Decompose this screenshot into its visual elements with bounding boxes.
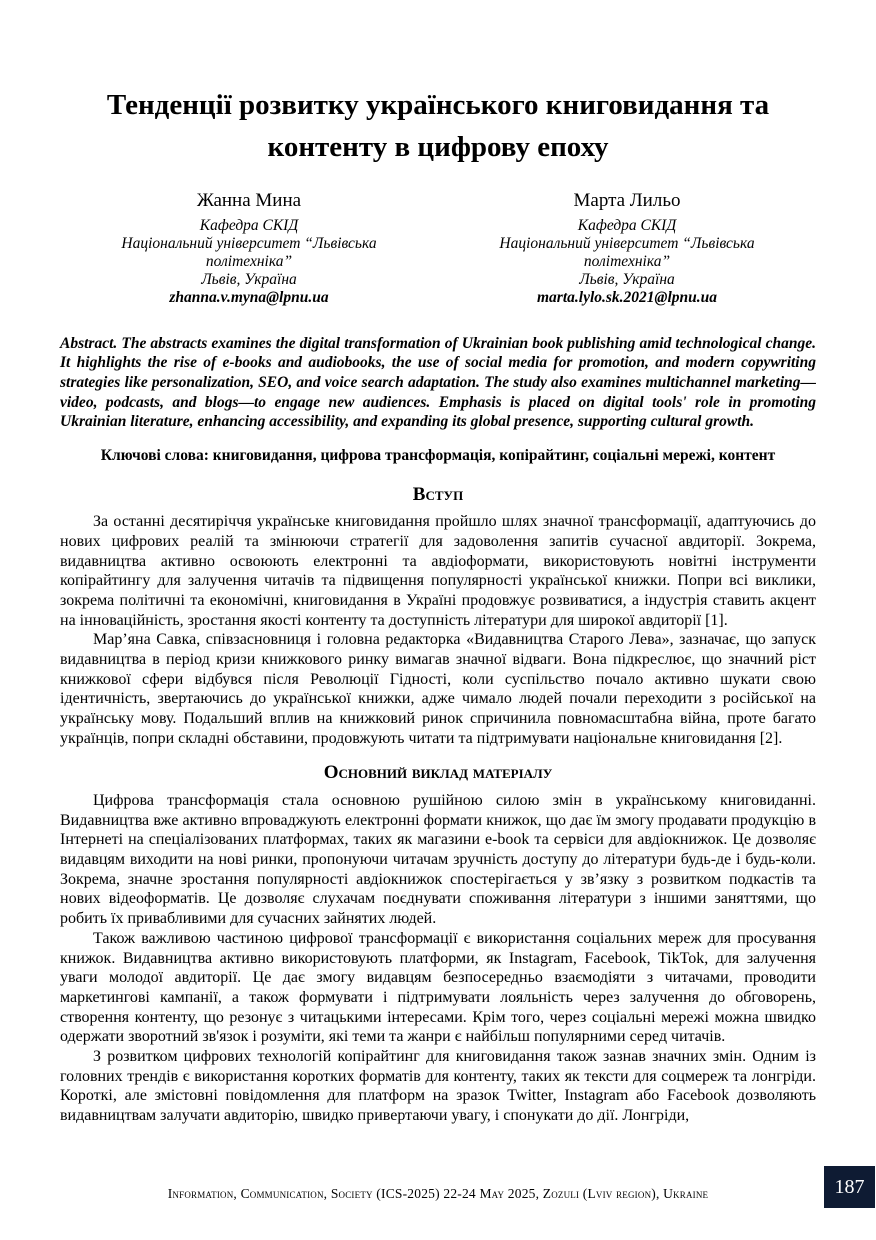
footer-conference-line: Information, Communication, Society (ICS-2025) 22-24 May 2025, Zozuli (Lviv region), Ukraine bbox=[167, 1186, 709, 1201]
author-block-2 bbox=[438, 190, 816, 307]
content-column bbox=[60, 0, 816, 1126]
paragraph: Мар’яна Савка, співзасновниця і головна редакторка «Видавництва Старого Лева», зазначає, що запуск видавництва в період кризи книжкового ринку вимагав значної відваги. Вона підкреслює, що значний ріст книжкової сфери відбувся після Революції Гідності, коли суспільство почало активно шукати свою ідентичність, звертаючись до української книжки, адже чимало людей почали переходити з російської на українську мову. Подальший вплив на книжковий ринок спричинила повномасштабна війна, проте багато українців, попри складні обставини, продовжують читати та підтримувати національне книговидання [2]. bbox=[60, 631, 816, 747]
author-department: Кафедра СКІД bbox=[199, 216, 299, 234]
author-university: Національний університет “Львівська політехніка” bbox=[121, 235, 377, 271]
author-department: Кафедра СКІД bbox=[577, 216, 677, 234]
paragraph: Цифрова трансформація стала основною рушійною силою змін в українському книговиданні. Видавництва вже активно впроваджують електронні формати книжок, що дає їм змогу продавати продукцію в Інтернеті на спеціалізованих платформах, таких як магазини e-book та сервіси для авдіокнижок. Це дозволяє видавцям виходити на нові ринки, пропонуючи читачам зручність доступу до літератури будь-де і будь-коли. Зокрема, значне зростання популярності авдіокнижок спостерігається у зв’язку з розвитком подкастів та нових відеоформатів. Це дозволяє слухачам поєднувати споживання літератури з іншими заняттями, що робить їх привабливими для сучасних зайнятих людей. bbox=[60, 792, 816, 928]
author-city: Львів, Україна bbox=[579, 271, 675, 289]
author-name: Жанна Мина bbox=[196, 190, 302, 212]
author-name: Марта Лильо bbox=[573, 190, 681, 212]
author-email: marta.lylo.sk.2021@lpnu.ua bbox=[537, 289, 717, 307]
paragraph: За останні десятиріччя українське книговидання пройшло шлях значної трансформації, адаптуючись до нових цифрових реалій та змінюючи стратегії для задоволення запитів сучасної авдиторії. Зокрема, видавництва активно освоюють електронні та авдіоформати, використовують новітні інструменти копірайтингу для залучення читачів та підвищення популярності української книжки. Попри всі виклики, зокрема політичні та економічні, книговидання в Україні продовжує розвиватися, а індустрія ставить акцент на інноваційність, зростання якості контенту та доступність літератури для широкої авдиторії [1]. bbox=[60, 513, 816, 629]
author-city: Львів, Україна bbox=[201, 271, 297, 289]
author-email: zhanna.v.myna@lpnu.ua bbox=[169, 289, 329, 307]
section-heading-main: Основний виклад матеріалу bbox=[323, 762, 553, 784]
author-university: Національний університет “Львівська політехніка” bbox=[499, 235, 755, 271]
section-heading-intro: Вступ bbox=[412, 483, 464, 505]
author-block-1 bbox=[60, 190, 438, 307]
keywords-line: Ключові слова: книговидання, цифрова трансформація, копірайтинг, соціальні мережі, контент bbox=[100, 447, 776, 465]
paper-title: Тенденції розвитку українського книговидання та контенту в цифрову епоху bbox=[106, 89, 770, 164]
abstract-paragraph: Abstract. The abstracts examines the digital transformation of Ukrainian book publishing amid technological change. It highlights the rise of e-books and audiobooks, the use of social media for promotion, and modern copywriting strategies like personalization, SEO, and voice search adaptation. The study also examines multichannel marketing—video, podcasts, and blogs—to engage new audiences. Emphasis is placed on digital tools' role in promoting Ukrainian literature, enhancing accessibility, and expanding its global presence, supporting cultural growth. bbox=[60, 334, 816, 431]
authors-row bbox=[60, 190, 816, 307]
paragraph: З розвитком цифрових технологій копірайтинг для книговидання також зазнав значних змін. Одним із головних трендів є використання коротких форматів для контенту, таких як тексти для соцмереж та лонгріди. Короткі, але змістовні повідомлення для платформ на зразок Twitter, Instagram або Facebook дозволяють видавництвам залучати авдиторію, швидко привертаючи увагу, і спонукати до дії. Лонгріди, bbox=[60, 1047, 816, 1124]
paragraph: Також важливою частиною цифрової трансформації є використання соціальних мереж для просування книжок. Видавництва активно використовують платформи, як Instagram, Facebook, TikTok, для залучення уваги молодої авдиторії. Це дає змогу видавцям безпосередньо взаємодіяти з читачами, проводити маркетингові кампанії, а також формувати і підтримувати лояльність через залучення до обговорень, створення контенту, що резонує з читацькими інтересами. Крім того, через соціальні мережі можна швидко одержати зворотний зв'язок і розуміти, які теми та жанри є найбільш популярними серед читачів. bbox=[60, 929, 816, 1046]
page-number-badge: 187 bbox=[824, 1166, 875, 1208]
